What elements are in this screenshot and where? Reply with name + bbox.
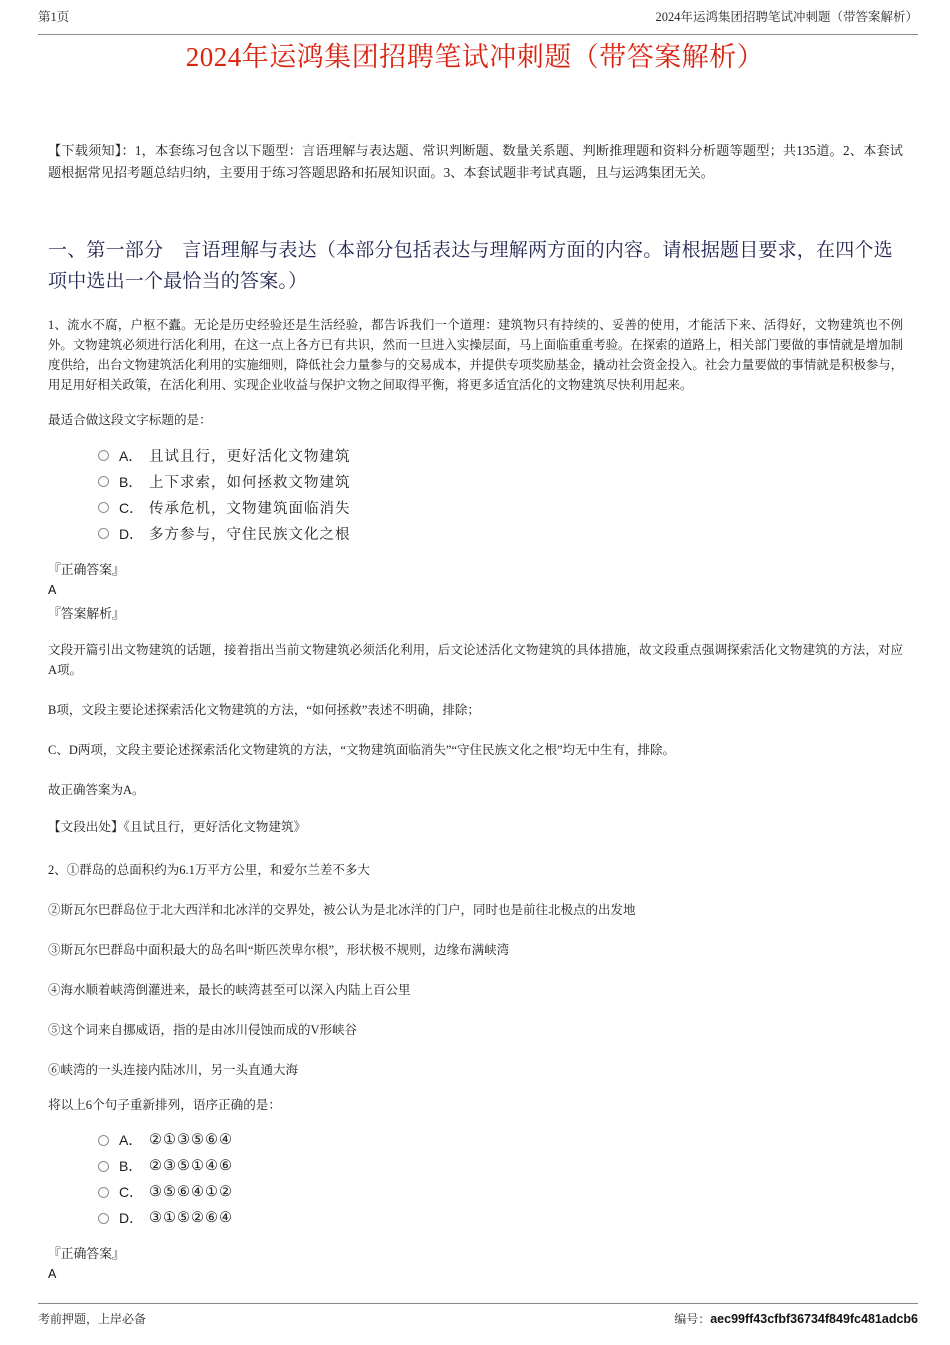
option-letter: C． (119, 499, 144, 516)
footer-code-group (674, 1310, 918, 1327)
analysis-paragraph: 故正确答案为A。 (48, 782, 145, 797)
page-footer (38, 1303, 918, 1327)
options-list (98, 1127, 903, 1231)
option-a[interactable] (98, 1127, 903, 1153)
option-letter: C． (119, 1184, 144, 1201)
question-prompt: 最适合做这段文字标题的是： (48, 413, 212, 427)
radio-icon[interactable] (98, 502, 109, 513)
statement-item: ⑥峡湾的一头连接内陆冰川，另一头直通大海 (48, 1062, 299, 1077)
option-letter: D． (119, 1210, 144, 1227)
option-b[interactable] (98, 1153, 903, 1179)
analysis-label: 『答案解析』 (48, 606, 125, 621)
running-header (38, 10, 918, 35)
option-d[interactable] (98, 1205, 903, 1231)
footer-code-label: 编号： (674, 1312, 711, 1326)
correct-answer-value: A (48, 582, 57, 597)
option-text: ②①③⑤⑥④ (149, 1131, 233, 1148)
option-letter: D． (119, 525, 144, 542)
radio-icon[interactable] (98, 450, 109, 461)
statement-item: ⑤这个词来自挪威语，指的是由冰川侵蚀而成的V形峡谷 (48, 1022, 358, 1037)
option-text: ③⑤⑥④①② (149, 1183, 233, 1200)
question-2 (48, 861, 903, 1284)
download-notice: 【下载须知】：1，本套练习包含以下题型：言语理解与表达题、常识判断题、数量关系题、判断推理题和资料分析题等题型；共135道。2、本套试题根据常见招考题总结归纳，主要用于练习答题思路和拓展知识面。3、本套试题非考试真题，且与运鸿集团无关。 (48, 143, 903, 180)
correct-answer-value: A (48, 1267, 57, 1282)
passage-source: 【文段出处】《且试且行，更好活化文物建筑》 (48, 819, 307, 834)
correct-answer-label: 『正确答案』 (48, 1247, 125, 1262)
document-body (48, 140, 903, 1283)
radio-icon[interactable] (98, 528, 109, 539)
page-number-label: 第1页 (38, 10, 70, 24)
radio-icon[interactable] (98, 1161, 109, 1172)
option-a[interactable] (98, 443, 903, 469)
option-text: 传承危机，文物建筑面临消失 (149, 501, 351, 518)
statement-item: ③斯瓦尔巴群岛中面积最大的岛名叫“斯匹茨卑尔根”，形状极不规则，边缘布满峡湾 (48, 942, 510, 957)
page-title: 2024年运鸿集团招聘笔试冲刺题（带答案解析） (185, 42, 765, 72)
statement-item: ②斯瓦尔巴群岛位于北大西洋和北冰洋的交界处，被公认为是北冰洋的门户，同时也是前往北极点的出发地 (48, 902, 636, 917)
radio-icon[interactable] (98, 1213, 109, 1224)
question-prompt: 将以上6个句子重新排列，语序正确的是： (48, 1097, 281, 1112)
radio-icon[interactable] (98, 476, 109, 487)
options-list (98, 443, 903, 547)
question-1 (48, 315, 903, 837)
option-c[interactable] (98, 1179, 903, 1205)
option-d[interactable] (98, 521, 903, 547)
question-passage: 1、流水不腐，户枢不蠹。无论是历史经验还是生活经验，都告诉我们一个道理：建筑物只有持续的、妥善的使用，才能活下来、活得好，文物建筑也不例外。文物建筑必须进行活化利用，在这一点上各方已有共识，然而一旦进入实操层面，马上面临重重考验。在探索的道路上，相关部门要做的事情就是增加制度供给，出台文物建筑活化利用的实施细则，降低社会力量参与的交易成本，并提供专项奖励基金，撬动社会资金投入。社会力量要做的事情就是积极参与，用足用好相关政策，在活化利用、实现企业收益与保护文物之间取得平衡，将更多适宜活化的文物建筑尽快利用起来。 (48, 318, 903, 392)
option-text: 且试且行，更好活化文物建筑 (149, 449, 351, 466)
analysis-paragraph: B项，文段主要论述探索活化文物建筑的方法，“如何拯救”表述不明确，排除； (48, 702, 480, 717)
option-text: 多方参与，守住民族文化之根 (149, 527, 351, 544)
analysis-paragraph: 文段开篇引出文物建筑的话题，接着指出当前文物建筑必须活化利用，后文论述活化文物建筑的具体措施，故文段重点强调探索活化文物建筑的方法，对应A项。 (48, 642, 903, 677)
correct-answer-label: 『正确答案』 (48, 562, 125, 577)
option-text: ②③⑤①④⑥ (149, 1157, 233, 1174)
option-letter: A． (119, 1132, 143, 1149)
analysis-paragraph: C、D两项，文段主要论述探索活化文物建筑的方法，“文物建筑面临消失”“守住民族文化之根”均无中生有，排除。 (48, 742, 676, 757)
option-c[interactable] (98, 495, 903, 521)
option-b[interactable] (98, 469, 903, 495)
option-letter: B． (119, 473, 143, 490)
option-text: 上下求索，如何拯救文物建筑 (149, 475, 351, 492)
statement-item: ④海水顺着峡湾倒灌进来，最长的峡湾甚至可以深入内陆上百公里 (48, 982, 411, 997)
option-letter: A． (119, 447, 143, 464)
footer-slogan: 考前押题，上岸必备 (38, 1312, 147, 1326)
running-title: 2024年运鸿集团招聘笔试冲刺题（带答案解析） (655, 10, 918, 24)
section-heading: 一、第一部分 言语理解与表达（本部分包括表达与理解两方面的内容。请根据题目要求，在四个选项中选出一个最恰当的答案。） (48, 240, 893, 292)
option-letter: B． (119, 1158, 143, 1175)
footer-code-value: aec99ff43cfbf36734f849fc481adcb6 (710, 1312, 918, 1326)
radio-icon[interactable] (98, 1187, 109, 1198)
option-text: ③①⑤②⑥④ (149, 1209, 233, 1226)
radio-icon[interactable] (98, 1135, 109, 1146)
statement-item: 2、①群岛的总面积约为6.1万平方公里，和爱尔兰差不多大 (48, 862, 370, 877)
